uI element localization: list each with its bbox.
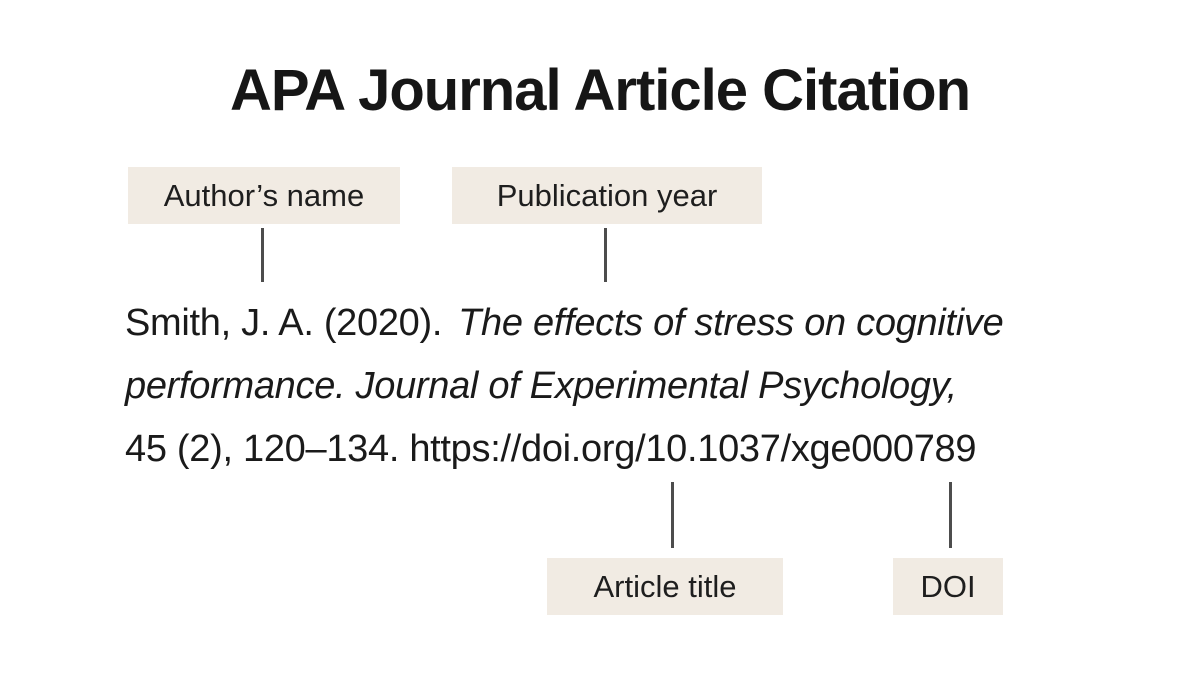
- citation-article-title-part1: The effects of stress on cognitive: [458, 302, 1004, 344]
- citation-line-1: [125, 292, 1135, 355]
- connector-line-doi: [949, 482, 952, 548]
- connector-line-publication-year: [604, 228, 607, 282]
- citation-text: [125, 292, 1135, 481]
- label-doi: [893, 558, 1003, 615]
- label-authors-name: [128, 167, 400, 224]
- label-publication-year-text: Publication year: [496, 177, 718, 213]
- citation-article-title-part2-journal: performance. Journal of Experimental Psychology,: [125, 365, 957, 407]
- citation-author-year: Smith, J. A. (2020).: [125, 302, 443, 344]
- connector-line-author: [261, 228, 264, 282]
- citation-volume-pages-doi: 45 (2), 120–134. https://doi.org/10.1037/xge000789: [125, 428, 977, 470]
- connector-line-article-title: [671, 482, 674, 548]
- citation-line-2: [125, 355, 1135, 418]
- label-authors-name-text: Author’s name: [163, 177, 365, 213]
- label-publication-year: [452, 167, 762, 224]
- citation-line-3: [125, 418, 1135, 481]
- label-article-title-text: Article title: [593, 568, 737, 604]
- label-article-title: [547, 558, 783, 615]
- label-doi-text: DOI: [920, 568, 976, 604]
- diagram-title: APA Journal Article Citation: [229, 57, 971, 123]
